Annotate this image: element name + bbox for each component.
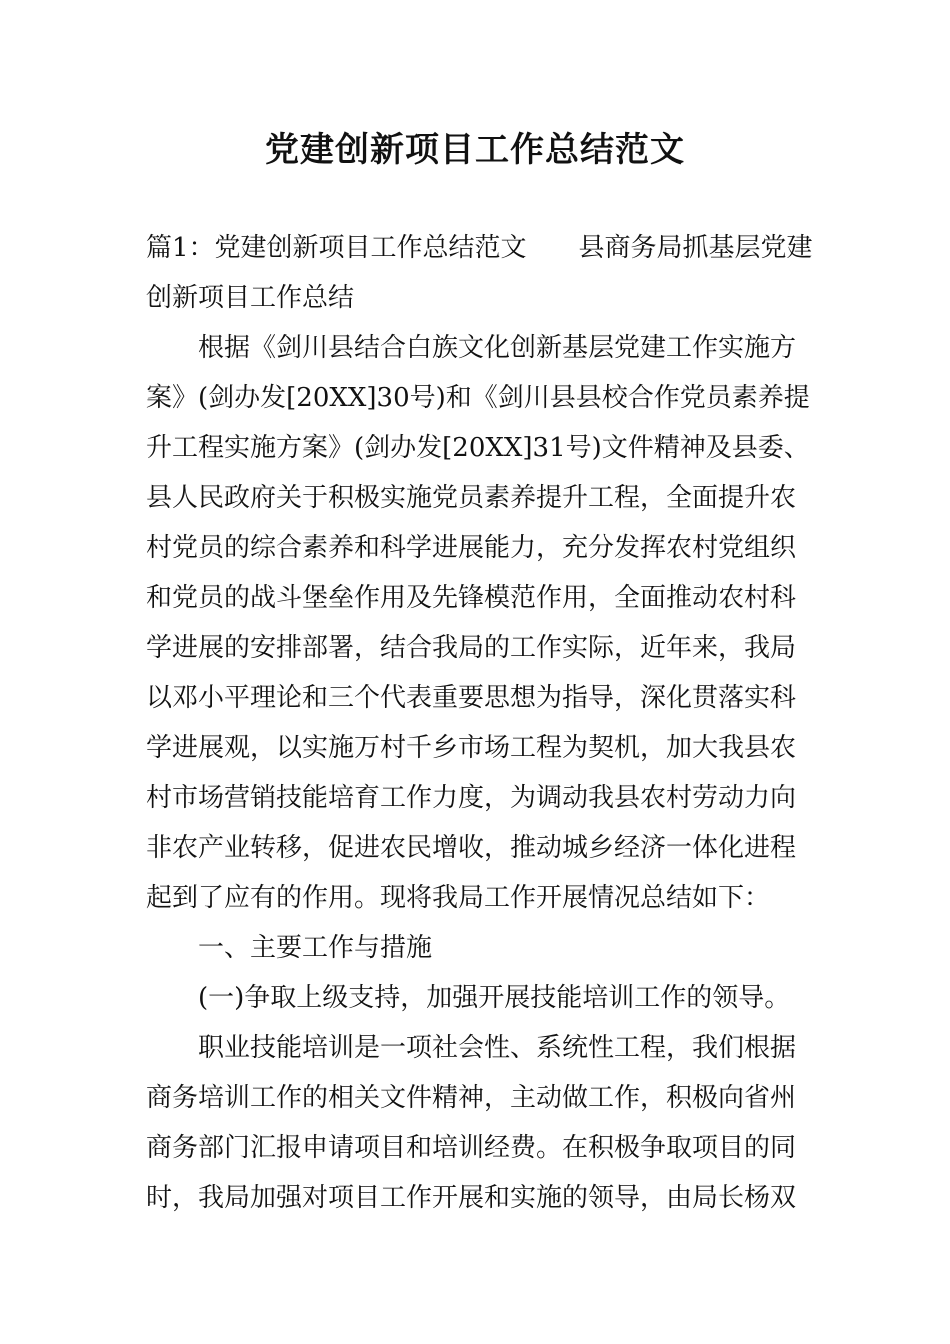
body-line: 学进展的安排部署，结合我局的工作实际，近年来，我局: [146, 633, 797, 663]
body-line: 起到了应有的作用。现将我局工作开展情况总结如下：: [146, 883, 771, 913]
body-line: 县人民政府关于积极实施党员素养提升工程，全面提升农: [146, 483, 797, 513]
body-line: 创新项目工作总结: [146, 283, 355, 313]
section-heading: 一、主要工作与措施: [198, 933, 433, 963]
body-line: 村党员的综合素养和科学进展能力，充分发挥农村党组织: [146, 533, 797, 563]
body-line: 以邓小平理论和三个代表重要思想为指导，深化贯落实科: [146, 683, 797, 713]
body-line: 升工程实施方案》(剑办发[20XX]31号)文件精神及县委、: [146, 433, 810, 463]
body-line: 商务部门汇报申请项目和培训经费。在积极争取项目的同: [146, 1133, 797, 1163]
body-line: 职业技能培训是一项社会性、系统性工程，我们根据: [198, 1033, 797, 1063]
body-line: 学进展观，以实施万村千乡市场工程为契机，加大我县农: [146, 733, 797, 763]
subsection-heading: (一)争取上级支持，加强开展技能培训工作的领导。: [198, 983, 791, 1013]
body-line: 和党员的战斗堡垒作用及先锋模范作用，全面推动农村科: [146, 583, 797, 613]
body-line: 案》(剑办发[20XX]30号)和《剑川县县校合作党员素养提: [146, 383, 810, 413]
body-line: 商务培训工作的相关文件精神，主动做工作，积极向省州: [146, 1083, 797, 1113]
body-line: 篇1：党建创新项目工作总结范文 县商务局抓基层党建: [146, 233, 813, 263]
body-line: 村市场营销技能培育工作力度，为调动我县农村劳动力向: [146, 783, 797, 813]
body-line: 非农产业转移，促进农民增收，推动城乡经济一体化进程: [146, 833, 797, 863]
document-title: 党建创新项目工作总结范文: [265, 130, 685, 170]
body-line: 根据《剑川县结合白族文化创新基层党建工作实施方: [198, 333, 797, 363]
body-line: 时，我局加强对项目工作开展和实施的领导，由局长杨双: [146, 1183, 797, 1213]
